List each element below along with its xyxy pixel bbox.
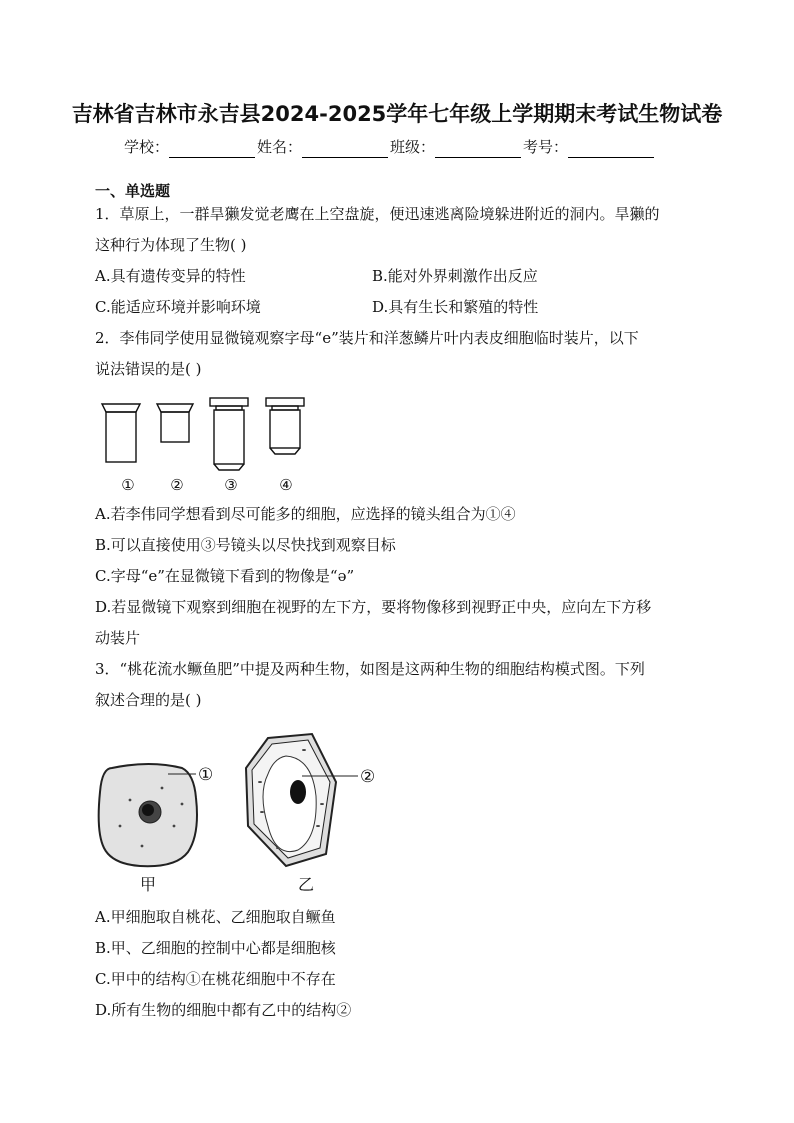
q3-option-a: A.甲细胞取自桃花、乙细胞取自鳜鱼 [95, 908, 336, 926]
exam-no-label: 考号： [523, 138, 569, 156]
student-info-row [124, 134, 656, 158]
exam-title: 吉林省吉林市永吉县2024-2025学年七年级上学期期末考试生物试卷 [71, 102, 723, 126]
marker-1-label: ① [198, 765, 214, 785]
lens-label-2: ② [170, 476, 184, 494]
cell-a-label: 甲 [139, 875, 157, 894]
q3-stem-line2: 叙述合理的是( ) [95, 691, 202, 709]
exam-no-blank [568, 139, 654, 158]
q2-stem-line1: 2．李伟同学使用显微镜观察字母“e”装片和洋葱鳞片叶内表皮细胞临时装片，以下 [95, 329, 639, 347]
plant-cell-diagram [246, 734, 375, 894]
q2-stem-line2: 说法错误的是( ) [95, 360, 202, 378]
microscope-lens-figure [95, 394, 325, 498]
lens-label-4: ④ [279, 476, 293, 494]
section-heading: 一、单选题 [95, 182, 171, 200]
q3-option-c: C.甲中的结构①在桃花细胞中不存在 [95, 970, 336, 988]
q2-option-d-line1: D.若显微镜下观察到细胞在视野的左下方，要将物像移到视野正中央，应向左下方移 [95, 598, 652, 616]
objective-long-icon [210, 398, 248, 470]
name-label: 姓名： [257, 138, 303, 156]
q3-stem-line1: 3．“桃花流水鳜鱼肥”中提及两种生物，如图是这两种生物的细胞结构模式图。下列 [95, 660, 645, 678]
lens-label-1: ① [121, 476, 135, 494]
school-label: 学校： [124, 138, 170, 156]
animal-cell-diagram [99, 764, 214, 894]
q1-option-a: A.具有遗传变异的特性 [95, 267, 246, 285]
eyepiece-long-icon [102, 404, 140, 462]
q3-option-d: D.所有生物的细胞中都有乙中的结构② [95, 1001, 352, 1019]
q1-option-c: C.能适应环境并影响环境 [95, 298, 261, 316]
marker-2-label: ② [360, 767, 376, 787]
q2-option-c: C.字母“e”在显微镜下看到的物像是“ə” [95, 567, 355, 585]
q1-stem-line2: 这种行为体现了生物( ) [95, 236, 247, 254]
school-blank [169, 139, 255, 158]
q3-option-b: B.甲、乙细胞的控制中心都是细胞核 [95, 939, 336, 957]
name-blank [302, 139, 388, 158]
q1-stem-line1: 1．草原上，一群旱獭发觉老鹰在上空盘旋，便迅速逃离险境躲进附近的洞内。旱獭的 [95, 205, 660, 223]
objective-short-icon [266, 398, 304, 454]
cell-b-label: 乙 [297, 875, 315, 894]
lens-label-3: ③ [224, 476, 238, 494]
eyepiece-short-icon [157, 404, 193, 442]
q2-option-b: B.可以直接使用③号镜头以尽快找到观察目标 [95, 536, 396, 554]
q1-option-d: D.具有生长和繁殖的特性 [372, 298, 539, 316]
class-label: 班级： [390, 138, 436, 156]
class-blank [435, 139, 521, 158]
q2-option-d-line2: 动装片 [95, 629, 141, 647]
q2-option-a: A.若李伟同学想看到尽可能多的细胞，应选择的镜头组合为①④ [95, 505, 516, 523]
cell-structure-figure [90, 722, 390, 898]
q1-option-b: B.能对外界刺激作出反应 [372, 267, 538, 285]
